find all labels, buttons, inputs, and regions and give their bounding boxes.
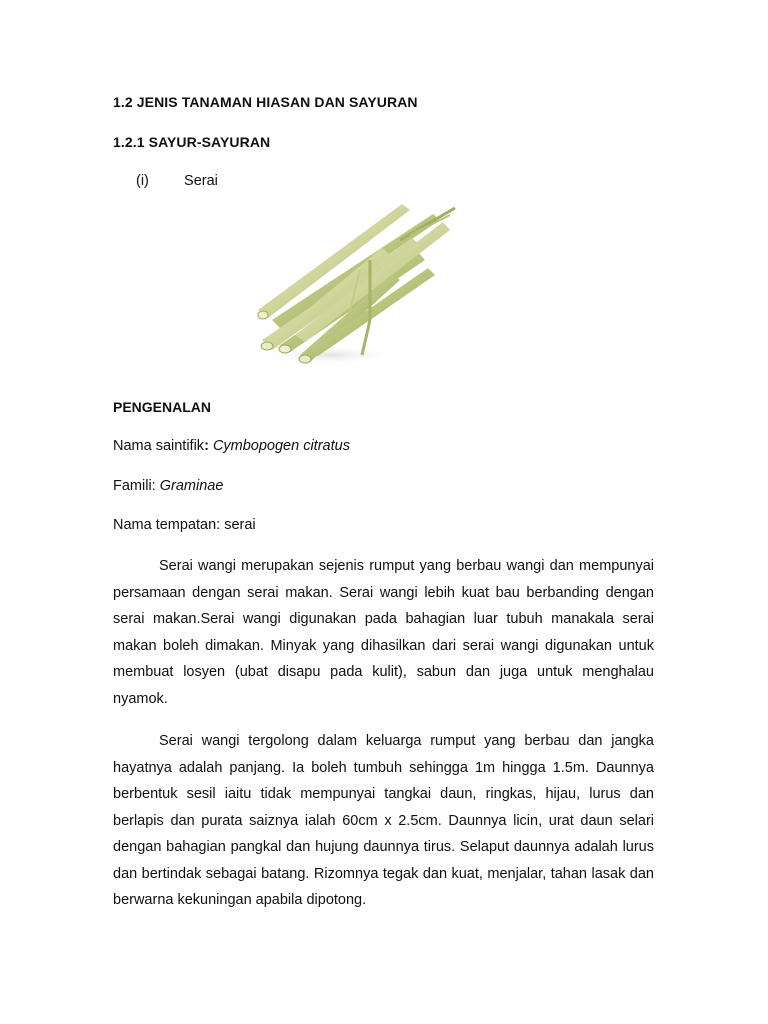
lemongrass-illustration [250, 200, 460, 370]
scientific-name-line [113, 438, 350, 454]
list-item-number: (i) [136, 173, 149, 189]
list-item-label: Serai [184, 173, 218, 189]
list-item [136, 173, 218, 189]
family-value: Graminae [159, 478, 224, 494]
page-heading: 1.2 JENIS TANAMAN HIASAN DAN SAYURAN [113, 94, 418, 110]
scientific-name-label: Nama saintifik [113, 438, 205, 454]
family-line [113, 478, 223, 494]
subsection-heading: 1.2.1 SAYUR-SAYURAN [113, 134, 271, 150]
paragraph-description: Serai wangi tergolong dalam keluarga rumput yang berbau dan jangka hayatnya adalah panjang. Ia boleh tumbuh sehingga 1m hingga 1.5m. Daunnya berbentuk sesil iaitu tidak mempunyai tangkai daun, ringkas, hijau, lurus dan berlapis dan purata saiznya ialah 60cm x 2.5cm. Daunnya licin, urat daun selari dengan bahagian pangkal dan hujung daunnya tirus. Selaput daunnya adalah lurus dan bertindak sebagai batang. Rizomnya tegak dan kuat, menjalar, tahan lasak dan berwarna kekuningan apabila dipotong. [113, 733, 654, 908]
scientific-name-colon: : [204, 438, 209, 454]
lemongrass-image [250, 200, 460, 370]
scientific-name-value: Cymbopogen citratus [212, 438, 350, 454]
local-name-line: Nama tempatan: serai [113, 517, 256, 533]
family-label: Famili: [113, 478, 156, 494]
paragraph-intro: Serai wangi merupakan sejenis rumput yang berbau wangi dan mempunyai persamaan dengan serai makan. Serai wangi lebih kuat bau berbanding dengan serai makan.Serai wangi digunakan pada bahagian luar tubuh manakala serai makan boleh dimakan. Minyak yang dihasilkan dari serai wangi digunakan untuk membuat losyen (ubat disapu pada kulit), sabun dan juga untuk menghalau nyamok. [113, 558, 654, 707]
section-title: PENGENALAN [113, 399, 212, 415]
